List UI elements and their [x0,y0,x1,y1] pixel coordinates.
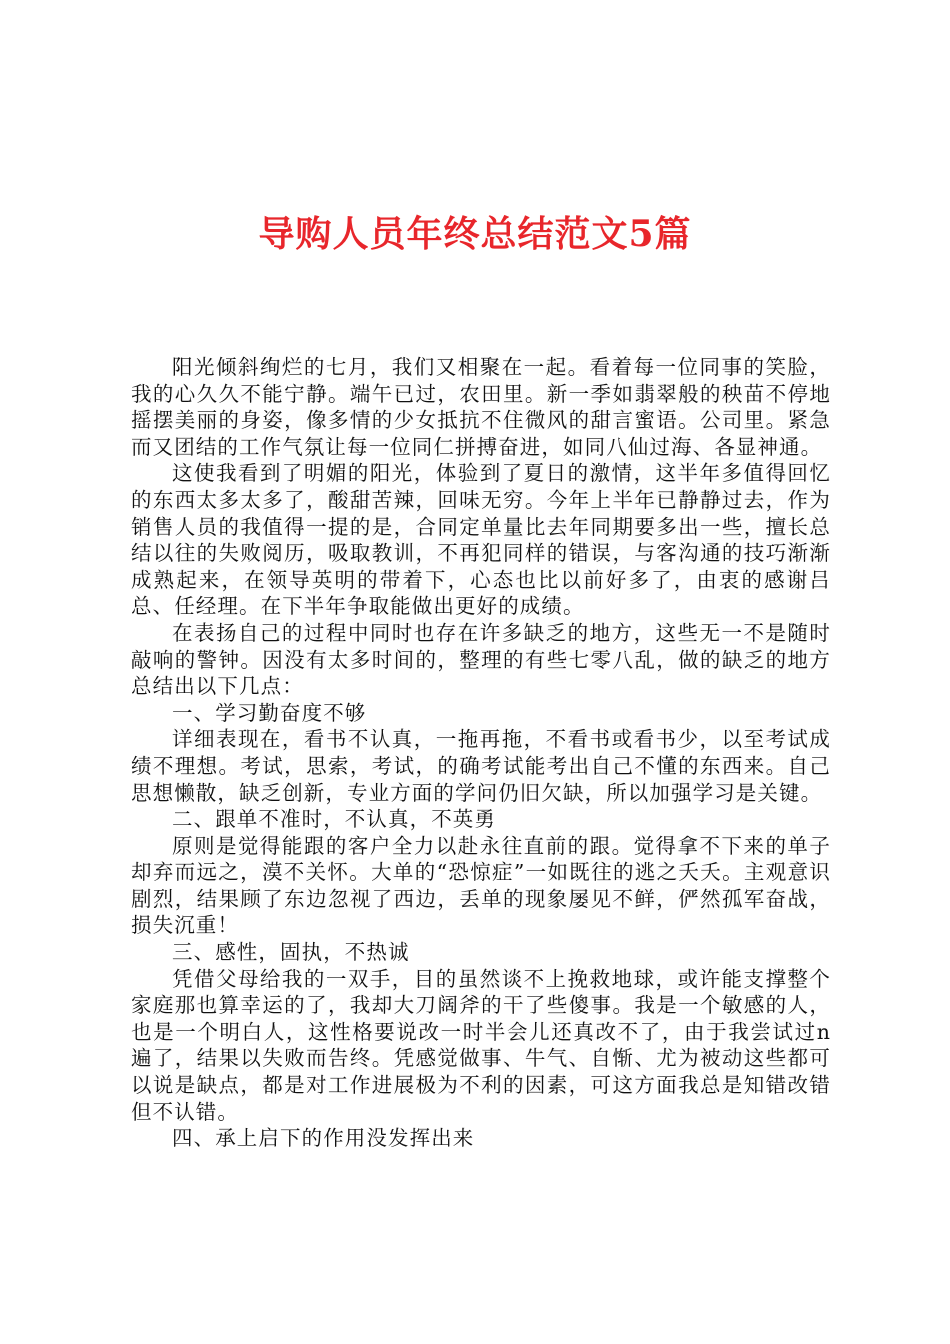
paragraph: 原则是觉得能跟的客户全力以赴永往直前的跟。觉得拿不下来的单子却弃而远之，漠不关怀。大单的“恐惊症”一如既往的逃之夭夭。主观意识剧烈，结果顾了东边忽视了西边，丢单的现象屡见不鲜，俨然孤军奋战，损失沉重！ [131,833,831,938]
document-body [131,354,831,1152]
page-title: 导购人员年终总结范文5篇 [258,213,692,255]
paragraph: 这使我看到了明媚的阳光，体验到了夏日的激情，这半年多值得回忆的东西太多太多了，酸甜苦辣，回味无穷。今年上半年已静静过去，作为销售人员的我值得一提的是，合同定单量比去年同期要多出一些，擅长总结以往的失败阅历，吸取教训，不再犯同样的错误，与客沟通的技巧渐渐成熟起来，在领导英明的带着下，心态也比以前好多了，由衷的感谢吕总、任经理。在下半年争取能做出更好的成绩。 [131,461,831,619]
paragraph: 在表扬自己的过程中同时也存在许多缺乏的地方，这些无一不是随时敲响的警钟。因没有太多时间的，整理的有些七零八乱，做的缺乏的地方总结出以下几点： [131,620,831,699]
paragraph: 阳光倾斜绚烂的七月，我们又相聚在一起。看着每一位同事的笑脸，我的心久久不能宁静。端午已过，农田里。新一季如翡翠般的秧苗不停地摇摆美丽的身姿，像多情的少女抵抗不住微风的甜言蜜语。公司里。紧急而又团结的工作气氛让每一位同仁拼搏奋进，如同八仙过海、各显神通。 [131,355,831,459]
paragraph: 详细表现在，看书不认真，一拖再拖，不看书或看书少，以至考试成绩不理想。考试，思索，考试，的确考试能考出自己不懂的东西来。自己思想懒散，缺乏创新，专业方面的学问仍旧欠缺，所以加强学习是关键。 [131,727,831,805]
section-heading: 三、感性，固执，不热诚 [172,940,410,965]
section-heading: 二、跟单不准时，不认真，不英勇 [172,807,496,832]
paragraph: 凭借父母给我的一双手，目的虽然谈不上挽救地球，或许能支撑整个家庭那也算幸运的了，我却大刀阔斧的干了些傻事。我是一个敏感的人，也是一个明白人，这性格要说改一时半会儿还真改不了，由于我尝试过n遍了，结果以失败而告终。凭感觉做事、牛气、自惭、尤为被动这些都可以说是缺点，都是对工作进展极为不利的因素，可这方面我总是知错改错但不认错。 [131,966,831,1124]
section-heading: 四、承上启下的作用没发挥出来 [172,1126,475,1151]
section-heading: 一、学习勤奋度不够 [172,700,367,725]
